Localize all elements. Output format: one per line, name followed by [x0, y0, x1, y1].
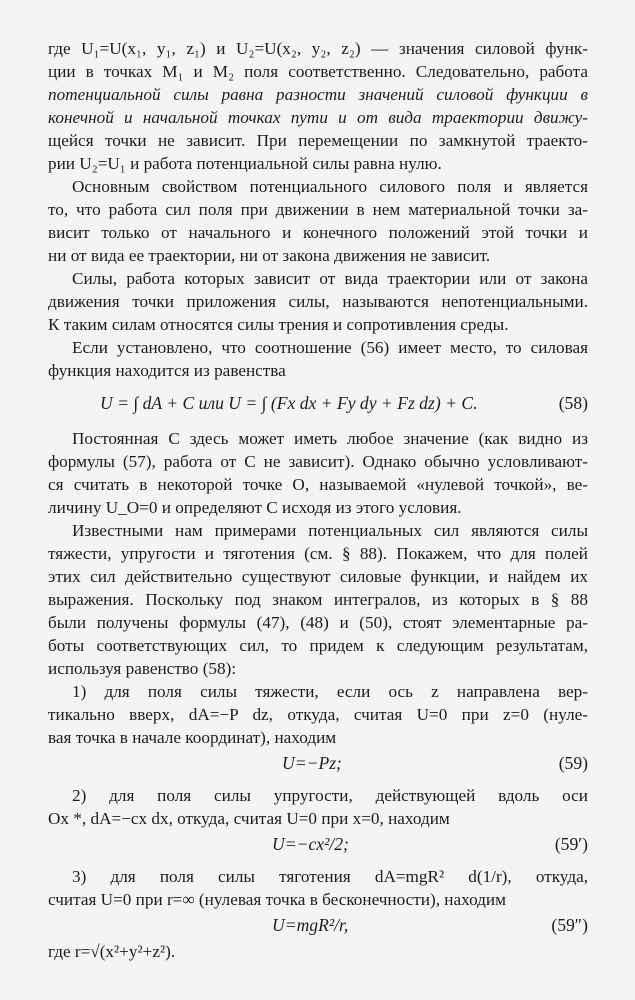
formula-59-prime: U=−cx²/2; — [272, 834, 349, 854]
formula-59: U=−Pz; — [282, 753, 342, 773]
text-line: К таким силам относятся силы трения и сопротивления среды. — [48, 315, 509, 334]
text-line: используя равенство (58): — [48, 659, 237, 678]
text-line: 2) для поля силы упругости, действующей вдоль оси — [72, 786, 588, 805]
text-line: считая U=0 при r=∞ (нулевая точка в бесконечности), находим — [48, 890, 506, 909]
formula-number: (58) — [558, 393, 588, 413]
text-line: рии U₂=U₁ и работа потенциальной силы равна нулю. — [48, 154, 442, 173]
text-line: то, что работа сил поля при движении в нем материальной точки за- — [48, 200, 588, 219]
text-line: 1) для поля силы тяжести, если ось z направлена вер- — [72, 682, 588, 701]
formula-number: (59″) — [551, 915, 588, 935]
text-line: личину U_O=0 и определяют C исходя из этого условия. — [48, 498, 462, 517]
text-line: где U₁=U(x₁, y₁, z₁) и U₂=U(x₂, y₂, z₂) — значения силовой функ- — [48, 39, 588, 58]
text-line: Постоянная C здесь может иметь любое значение (как видно из — [72, 429, 588, 448]
text-line: Известными нам примерами потенциальных сил являются силы — [72, 521, 588, 540]
text-line: ции в точках M₁ и M₂ поля соответственно. Следовательно, работа — [48, 62, 588, 81]
formula-59-double-prime: U=mgR²/r, — [272, 915, 349, 935]
text-line: щейся точки не зависит. При перемещении по замкнутой траекто- — [48, 131, 588, 150]
text-line: ся считать в некоторой точке O, называемой «нулевой точкой», ве- — [48, 475, 588, 494]
text-line: этих сил действительно существуют силовые функции, и найдем их — [48, 567, 588, 586]
text-line: ни от вида ее траектории, ни от закона движения не зависит. — [48, 246, 491, 265]
text-line: Силы, работа которых зависит от вида траектории или от закона — [72, 269, 588, 288]
text-line: Основным свойством потенциального силового поля и является — [72, 177, 588, 196]
text-line: тяжести, упругости и тяготения (см. § 88). Покажем, что для полей — [48, 544, 588, 563]
formula-number: (59′) — [554, 834, 588, 854]
text-line: функция находится из равенства — [48, 361, 286, 380]
text-line: тикально вверх, dA=−P dz, откуда, считая U=0 при z=0 (нуле- — [48, 705, 588, 724]
text-line: Если установлено, что соотношение (56) имеет место, то силовая — [72, 338, 588, 357]
text-line: висит только от начального и конечного положений этой точки и — [48, 223, 588, 242]
text-line: где r=√(x²+y²+z²). — [48, 942, 176, 961]
text-line: боты соответствующих сил, то придем к следующим результатам, — [48, 636, 588, 655]
formula-number: (59) — [558, 753, 588, 773]
text-line: Ox *, dA=−cx dx, откуда, считая U=0 при x=0, находим — [48, 809, 450, 828]
text-line: 3) для поля силы тяготения dA=mgR² d(1/r), откуда, — [72, 867, 588, 886]
text-line: выражения. Поскольку под знаком интегралов, из которых в § 88 — [48, 590, 588, 609]
text-line: потенциальной силы равна разности значений силовой функции в — [48, 85, 588, 104]
text-line: движения точки приложения силы, называются непотенциальными. — [48, 292, 588, 311]
text-line: формулы (57), работа от C не зависит). Однако обычно условливают- — [48, 452, 588, 471]
text-line: были получены формулы (47), (48) и (50), стоят элементарные ра- — [48, 613, 588, 632]
formula-58: U = ∫ dA + C или U = ∫ (Fx dx + Fy dy + Fz dz) + C. — [100, 393, 478, 413]
text-line: вая точка в начале координат), находим — [48, 728, 337, 747]
text-line: конечной и начальной точках пути и от вида траектории движу- — [48, 108, 588, 127]
